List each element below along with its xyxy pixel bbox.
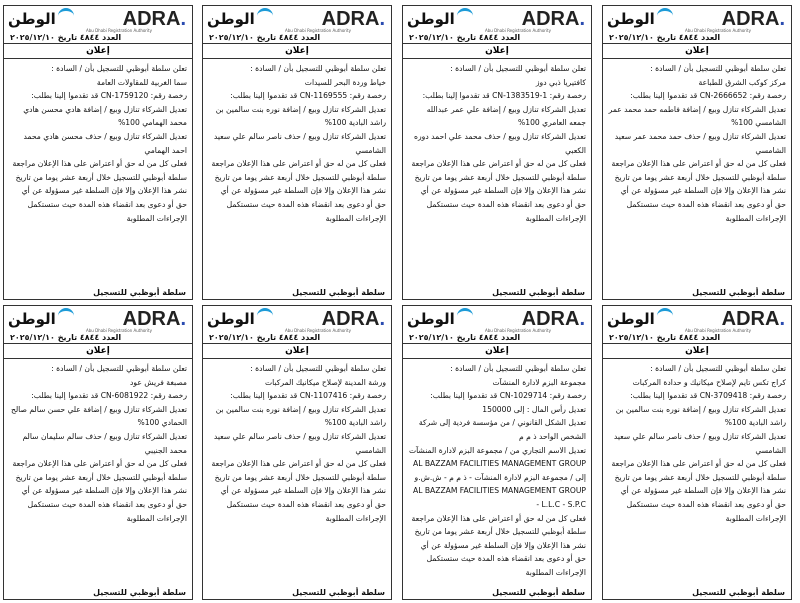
paper-name: الوطن	[207, 10, 255, 28]
notice-header	[603, 306, 791, 332]
issue-date: العدد ٤٨٤٤ تاريخ ٢٠٢٥/١٢/١٠	[609, 33, 721, 42]
intro-line: تعلن سلطة أبوظبي للتسجيل بأن / السادة :	[250, 364, 386, 373]
logo-arc-icon	[257, 308, 273, 320]
request-line: تعديل الشركاء تنازل وبيع / حذف محسن هادي محمد احمد الهمامي	[23, 131, 187, 155]
notice-footer: سلطة أبوظبي للتسجيل	[292, 288, 385, 297]
alwatan-logo	[207, 8, 273, 28]
license-line: رخصة رقم: CN-1169555 قد تقدموا إلينا بطلب:	[230, 91, 386, 101]
notice-header	[403, 6, 591, 32]
notice-body	[203, 359, 391, 525]
issue-date: العدد ٤٨٤٤ تاريخ ٢٠٢٥/١٢/١٠	[409, 33, 521, 42]
brand-subtitle: Abu Dhabi Registration Authority	[86, 28, 152, 33]
brand-subtitle: Abu Dhabi Registration Authority	[485, 28, 551, 33]
brand-dot-icon: .	[779, 8, 785, 30]
intro-line: تعلن سلطة أبوظبي للتسجيل بأن / السادة :	[450, 364, 586, 373]
notice-header	[4, 6, 192, 32]
notice-title: إعلان	[403, 343, 591, 359]
paper-name: الوطن	[407, 310, 455, 328]
company-name: مجموعة البزم لادارة المنشآت	[492, 377, 586, 387]
notice-body	[203, 59, 391, 225]
notice-title: إعلان	[203, 343, 391, 359]
company-name: مصبغة فريش عود	[130, 377, 187, 387]
closing-text: فعلى كل من له حق أو اعتراض على هذا الإعلان مراجعة سلطة أبوظبي للتسجيل خلال أربعة عشر يوما من تاريخ نشر هذا الإعلان وإلا فإن السلطة غير مسؤولة عن أي حق أو دعوى بعد انقضاء هذه المدة حيث ستستكمل الإجراءات المطلوبة	[12, 459, 187, 523]
alwatan-logo	[607, 8, 673, 28]
license-line: رخصة رقم: CN-1029714 قد تقدموا إلينا بطلب:	[430, 391, 586, 401]
alwatan-logo	[607, 308, 673, 328]
brand-dot-icon: .	[779, 308, 785, 330]
notice-card	[3, 5, 193, 300]
license-line: رخصة رقم: CN-1107416 قد تقدموا إلينا بطلب:	[230, 391, 386, 401]
request-line: تعديل الشركاء تنازل وبيع / حذف ناصر سالم علي سعيد الشامسي	[213, 131, 386, 155]
issue-date: العدد ٤٨٤٤ تاريخ ٢٠٢٥/١٢/١٠	[409, 333, 521, 342]
notice-footer: سلطة أبوظبي للتسجيل	[292, 588, 385, 597]
request-line: تعديل الشركاء تنازل وبيع / إضافة نوره بنت سالمين بن راشد البادية 100%	[615, 404, 786, 428]
request-line: تعديل الشركاء تنازل وبيع / إضافة نوره بنت سالمين بن راشد البادية 100%	[215, 404, 386, 428]
logo-arc-icon	[457, 8, 473, 20]
notice-title: إعلان	[603, 43, 791, 59]
brand-name: ADRA	[321, 8, 380, 30]
closing-text: فعلى كل من له حق أو اعتراض على هذا الإعلان مراجعة سلطة أبوظبي للتسجيل خلال أربعة عشر يوما من تاريخ نشر هذا الإعلان وإلا فإن السلطة غير مسؤولة عن أي حق أو دعوى بعد انقضاء هذه المدة حيث ستستكمل الإجراءات المطلوبة	[411, 513, 586, 577]
alwatan-logo	[8, 8, 74, 28]
brand-dot-icon: .	[180, 308, 186, 330]
brand-dot-icon: .	[180, 8, 186, 30]
alwatan-logo	[407, 8, 473, 28]
notice-body	[4, 359, 192, 525]
brand-subtitle: Abu Dhabi Registration Authority	[685, 328, 751, 333]
closing-text: فعلى كل من له حق أو اعتراض على هذا الإعلان مراجعة سلطة أبوظبي للتسجيل خلال أربعة عشر يوما من تاريخ نشر هذا الإعلان وإلا فإن السلطة غير مسؤولة عن أي حق أو دعوى بعد انقضاء هذه المدة حيث ستستكمل الإجراءات المطلوبة	[611, 159, 786, 223]
intro-line: تعلن سلطة أبوظبي للتسجيل بأن / السادة :	[51, 364, 187, 373]
notice-title: إعلان	[4, 43, 192, 59]
request-line: تعديل الشركاء تنازل وبيع / إضافة نوره بنت سالمين بن راشد البادية 100%	[215, 104, 386, 128]
brand-subtitle: Abu Dhabi Registration Authority	[285, 328, 351, 333]
notice-body	[403, 59, 591, 225]
brand-subtitle: Abu Dhabi Registration Authority	[485, 328, 551, 333]
intro-line: تعلن سلطة أبوظبي للتسجيل بأن / السادة :	[250, 64, 386, 73]
logo-arc-icon	[58, 8, 74, 20]
request-line: تعديل الشكل القانوني / من مؤسسة فردية إلى شركة الشخص الواحد ذ م م	[418, 418, 586, 441]
company-name: سما الغربية للمقاولات العامة	[96, 77, 187, 87]
brand-name: ADRA	[122, 308, 181, 330]
notice-card	[402, 5, 592, 300]
license-line: رخصة رقم: CN-2666652 قد تقدموا إلينا بطلب:	[630, 91, 786, 101]
brand-name: ADRA	[521, 8, 580, 30]
issue-date: العدد ٤٨٤٤ تاريخ ٢٠٢٥/١٢/١٠	[10, 333, 122, 342]
brand-subtitle: Abu Dhabi Registration Authority	[685, 28, 751, 33]
license-line: رخصة رقم: CN-1759120 قد تقدموا إلينا بطلب:	[31, 91, 187, 101]
notice-header	[403, 306, 591, 332]
notice-footer: سلطة أبوظبي للتسجيل	[692, 288, 785, 297]
notice-card	[202, 305, 392, 600]
alwatan-logo	[8, 308, 74, 328]
notice-card	[602, 305, 792, 600]
notice-card	[3, 305, 193, 600]
brand-name: ADRA	[122, 8, 181, 30]
notice-footer: سلطة أبوظبي للتسجيل	[492, 588, 585, 597]
paper-name: الوطن	[8, 310, 56, 328]
notice-body	[403, 359, 591, 580]
request-line: تعديل الشركاء تنازل وبيع / حذف ناصر سالم علي سعيد الشامسي	[613, 431, 786, 455]
intro-line: تعلن سلطة أبوظبي للتسجيل بأن / السادة :	[51, 64, 187, 73]
request-line: تعديل الاسم التجاري من / مجموعة البزم لادارة المنشآت AL BAZZAM FACILITIES MANAGEMENT GROUP	[408, 445, 586, 469]
intro-line: تعلن سلطة أبوظبي للتسجيل بأن / السادة :	[650, 64, 786, 73]
notice-footer: سلطة أبوظبي للتسجيل	[93, 288, 186, 297]
notice-card	[202, 5, 392, 300]
paper-name: الوطن	[407, 10, 455, 28]
license-line: رخصة رقم: CN-3709418 قد تقدموا إلينا بطلب:	[630, 391, 786, 401]
notice-body	[603, 359, 791, 525]
brand-subtitle: Abu Dhabi Registration Authority	[285, 28, 351, 33]
closing-text: فعلى كل من له حق أو اعتراض على هذا الإعلان مراجعة سلطة أبوظبي للتسجيل خلال أربعة عشر يوما من تاريخ نشر هذا الإعلان وإلا فإن السلطة غير مسؤولة عن أي حق أو دعوى بعد انقضاء هذه المدة حيث ستستكمل الإجراءات المطلوبة	[211, 159, 386, 223]
notice-title: إعلان	[403, 43, 591, 59]
notice-header	[603, 6, 791, 32]
brand-subtitle: Abu Dhabi Registration Authority	[86, 328, 152, 333]
closing-text: فعلى كل من له حق أو اعتراض على هذا الإعلان مراجعة سلطة أبوظبي للتسجيل خلال أربعة عشر يوما من تاريخ نشر هذا الإعلان وإلا فإن السلطة غير مسؤولة عن أي حق أو دعوى بعد انقضاء هذه المدة حيث ستستكمل الإجراءات المطلوبة	[211, 459, 386, 523]
paper-name: الوطن	[8, 10, 56, 28]
brand-name: ADRA	[521, 308, 580, 330]
notice-header	[4, 306, 192, 332]
logo-arc-icon	[457, 308, 473, 320]
notice-footer: سلطة أبوظبي للتسجيل	[492, 288, 585, 297]
company-name: كراج تكس تايم لإصلاح ميكانيك و حدادة المركبات	[632, 377, 786, 387]
license-line: رخصة رقم: CN-6081922 قد تقدموا إلينا بطلب:	[31, 391, 187, 401]
intro-line: تعلن سلطة أبوظبي للتسجيل بأن / السادة :	[450, 64, 586, 73]
logo-arc-icon	[257, 8, 273, 20]
alwatan-logo	[407, 308, 473, 328]
paper-name: الوطن	[607, 10, 655, 28]
issue-date: العدد ٤٨٤٤ تاريخ ٢٠٢٥/١٢/١٠	[609, 333, 721, 342]
logo-arc-icon	[657, 308, 673, 320]
closing-text: فعلى كل من له حق أو اعتراض على هذا الإعلان مراجعة سلطة أبوظبي للتسجيل خلال أربعة عشر يوما من تاريخ نشر هذا الإعلان وإلا فإن السلطة غير مسؤولة عن أي حق أو دعوى بعد انقضاء هذه المدة حيث ستستكمل الإجراءات المطلوبة	[411, 159, 586, 223]
brand-name: ADRA	[321, 308, 380, 330]
brand-dot-icon: .	[579, 308, 585, 330]
notice-footer: سلطة أبوظبي للتسجيل	[93, 588, 186, 597]
brand-name: ADRA	[721, 308, 780, 330]
closing-text: فعلى كل من له حق أو اعتراض على هذا الإعلان مراجعة سلطة أبوظبي للتسجيل خلال أربعة عشر يوما من تاريخ نشر هذا الإعلان وإلا فإن السلطة غير مسؤولة عن أي حق أو دعوى بعد انقضاء هذه المدة حيث ستستكمل الإجراءات المطلوبة	[12, 159, 187, 223]
notice-body	[4, 59, 192, 225]
company-name: كافتيريا ذبي دوز	[535, 77, 586, 87]
company-name: خياط وردة البحر للسيدات	[304, 77, 386, 87]
license-line: رخصة رقم: CN-1383519-1 قد تقدموا إلينا بطلب:	[422, 91, 586, 101]
request-line: تعديل الشركاء تنازل وبيع / حذف حمد محمد عمر سعيد الشامسي	[614, 131, 786, 155]
notice-card	[602, 5, 792, 300]
issue-date: العدد ٤٨٤٤ تاريخ ٢٠٢٥/١٢/١٠	[209, 333, 321, 342]
notice-title: إعلان	[203, 43, 391, 59]
brand-name: ADRA	[721, 8, 780, 30]
brand-dot-icon: .	[579, 8, 585, 30]
notice-header	[203, 6, 391, 32]
request-line: إلى / مجموعة البزم لادارة المنشآت - ذ م م - ش.ش.و AL BAZZAM FACILITIES MANAGEMENT GROUP - L.L.C - S.P.C	[413, 472, 586, 509]
request-line: تعديل الشركاء تنازل وبيع / إضافة فاطمه حمد محمد عمر الشامسي 100%	[608, 104, 786, 128]
notice-footer: سلطة أبوظبي للتسجيل	[692, 588, 785, 597]
notice-title: إعلان	[4, 343, 192, 359]
issue-date: العدد ٤٨٤٤ تاريخ ٢٠٢٥/١٢/١٠	[209, 33, 321, 42]
paper-name: الوطن	[207, 310, 255, 328]
request-line: تعديل الشركاء تنازل وبيع / إضافة علي عمر عبدالله جمعه العامري 100%	[426, 104, 586, 128]
logo-arc-icon	[657, 8, 673, 20]
notice-card	[402, 305, 592, 600]
notice-header	[203, 306, 391, 332]
issue-date: العدد ٤٨٤٤ تاريخ ٢٠٢٥/١٢/١٠	[10, 33, 122, 42]
company-name: ورشة المدينة لإصلاح ميكانيك المركبات	[265, 377, 386, 387]
brand-dot-icon: .	[379, 308, 385, 330]
alwatan-logo	[207, 308, 273, 328]
notice-title: إعلان	[603, 343, 791, 359]
brand-dot-icon: .	[379, 8, 385, 30]
intro-line: تعلن سلطة أبوظبي للتسجيل بأن / السادة :	[650, 364, 786, 373]
notice-body	[603, 59, 791, 225]
closing-text: فعلى كل من له حق أو اعتراض على هذا الإعلان مراجعة سلطة أبوظبي للتسجيل خلال أربعة عشر يوما من تاريخ نشر هذا الإعلان وإلا فإن السلطة غير مسؤولة عن أي حق أو دعوى بعد انقضاء هذه المدة حيث ستستكمل الإجراءات المطلوبة	[611, 459, 786, 523]
request-line: تعديل الشركاء تنازل وبيع / إضافة علي حسن سالم صالح الحمادي 100%	[10, 404, 187, 428]
request-line: تعديل الشركاء تنازل وبيع / حذف سالم سليمان سالم محمد الجنيبي	[22, 431, 187, 455]
paper-name: الوطن	[607, 310, 655, 328]
logo-arc-icon	[58, 308, 74, 320]
request-line: تعديل الشركاء تنازل وبيع / إضافة هادي محسن هادي محمد الهمامي 100%	[23, 104, 187, 128]
request-line: تعديل الشركاء تنازل وبيع / حذف ناصر سالم علي سعيد الشامسي	[213, 431, 386, 455]
request-line: تعديل رأس المال : إلى 150000	[482, 404, 586, 414]
company-name: مركز كوكب الشرق للطباعة	[698, 77, 786, 87]
request-line: تعديل الشركاء تنازل وبيع / حذف محمد علي احمد دوره الكعبي	[414, 131, 586, 155]
